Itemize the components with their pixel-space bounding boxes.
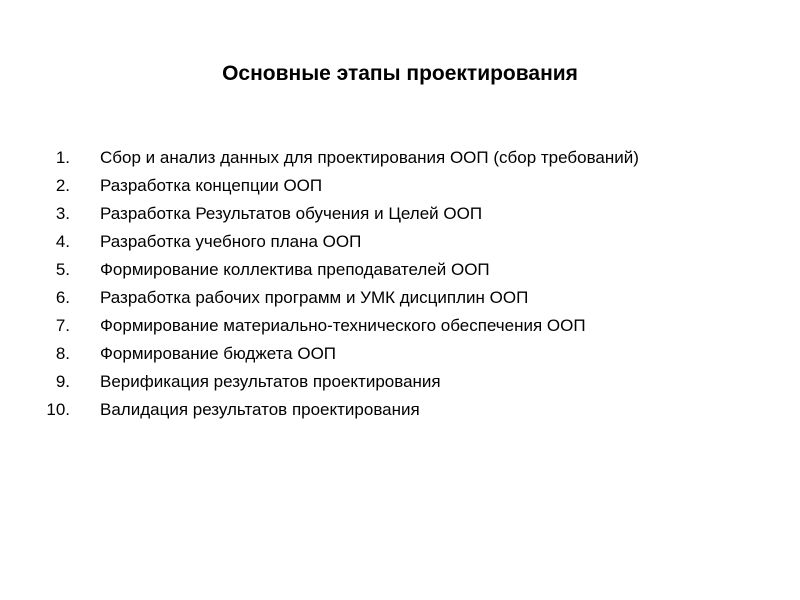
item-text: Формирование коллектива преподавателей ООП [100,260,490,279]
item-number: 5. [55,260,70,279]
item-number: 8. [55,344,70,363]
item-text: Разработка рабочих программ и УМК дисциплин ООП [100,288,529,307]
item-number: 1. [55,148,70,167]
item-number: 2. [55,176,70,195]
stages-list [20,145,780,425]
item-text: Разработка учебного плана ООП [100,232,362,251]
list-item [20,285,780,310]
list-item [20,229,780,254]
item-text: Сбор и анализ данных для проектирования ООП (сбор требований) [100,148,639,167]
item-number: 6. [55,288,70,307]
item-text: Разработка Результатов обучения и Целей ООП [100,204,483,223]
list-item [20,257,780,282]
item-number: 4. [55,232,70,251]
list-item [20,397,780,422]
item-text: Разработка концепции ООП [100,176,323,195]
item-text: Формирование бюджета ООП [100,344,337,363]
item-text: Верификация результатов проектирования [100,372,441,391]
list-item [20,201,780,226]
item-number: 10. [46,400,70,419]
list-item [20,173,780,198]
page-title: Основные этапы проектирования [222,62,578,85]
list-item [20,369,780,394]
list-item [20,145,780,170]
item-number: 7. [55,316,70,335]
item-text: Валидация результатов проектирования [100,400,420,419]
list-item [20,341,780,366]
list-item [20,313,780,338]
item-number: 9. [55,372,70,391]
item-text: Формирование материально-технического обеспечения ООП [100,316,586,335]
item-number: 3. [55,204,70,223]
